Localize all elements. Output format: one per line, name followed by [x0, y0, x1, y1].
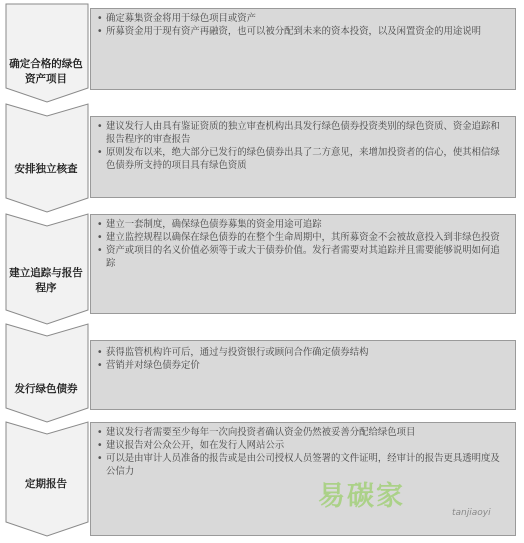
step-1-chevron — [6, 4, 88, 102]
step-2-bullet-1: • 建议发行人由具有鉴证资质的独立审查机构出具发行绿色债券投资类别的绿色资质、资金追踪和报告程序的审查报告 — [97, 120, 509, 146]
step-4 — [0, 324, 524, 422]
step-5-bullet-2: • 建议报告对公众公开，如在发行人网站公示 — [97, 439, 509, 452]
step-3-bullet-3: • 资产或项目的名义价值必须等于或大于债券价值。发行者需要对其追踪并且需要能够说明如何追踪 — [97, 244, 509, 270]
step-3-label: 建立追踪与报告程序 — [9, 267, 83, 294]
step-5-box — [90, 422, 516, 536]
step-1-box — [90, 8, 516, 90]
step-1-label: 确定合格的绿色资产项目 — [9, 58, 83, 85]
step-2-chevron-shape — [6, 104, 88, 212]
step-3-bullet-2: • 建立监控规程以确保在绿色债券的在整个生命周期中，其所募资金不会被故意投入到非绿色投资 — [97, 231, 509, 244]
step-2-box — [90, 116, 516, 198]
step-2-label: 安排独立核查 — [14, 163, 78, 175]
step-1-bullet-1: • 确定募集资金将用于绿色项目或资产 — [97, 12, 509, 25]
step-1 — [0, 4, 524, 102]
step-5-bullet-3: • 可以是由审计人员准备的报告或是由公司授权人员签署的文件证明，经审计的报告更具透明度及公信力 — [97, 452, 509, 478]
step-3-chevron — [6, 214, 88, 324]
step-2-bullet-2: • 原则发布以来，绝大部分已发行的绿色债券出具了二方意见，来增加投资者的信心，使其相信绿色债券所支持的项目具有绿色资质 — [97, 146, 509, 172]
step-5-bullet-1: • 建议发行者需要至少每年一次向投资者确认资金仍然被妥善分配给绿色项目 — [97, 426, 509, 439]
step-4-chevron — [6, 324, 88, 422]
watermark-logo-text: 易碳家 — [318, 481, 405, 512]
step-5 — [0, 422, 524, 538]
step-5-chevron — [6, 422, 88, 536]
step-2 — [0, 104, 524, 212]
watermark-url: tanjiaoyi — [452, 508, 491, 518]
step-4-chevron-shape — [6, 324, 88, 422]
step-1-chevron-shape — [6, 4, 88, 102]
step-4-label: 发行绿色债券 — [14, 383, 78, 395]
step-1-bullet-2: • 所募资金用于现有资产再融资，也可以被分配到未来的资本投资，以及闲置资金的用途说明 — [97, 25, 509, 38]
step-4-bullet-2: • 营销并对绿色债券定价 — [97, 359, 509, 372]
step-3-box — [90, 214, 516, 314]
step-4-box — [90, 340, 516, 410]
step-4-bullet-1: • 获得监管机构许可后，通过与投资银行或顾问合作确定债券结构 — [97, 346, 509, 359]
step-3-bullet-1: • 建立一套制度，确保绿色债券募集的资金用途可追踪 — [97, 218, 509, 231]
step-2-chevron — [6, 104, 88, 212]
step-5-label: 定期报告 — [25, 478, 67, 490]
step-3 — [0, 214, 524, 324]
